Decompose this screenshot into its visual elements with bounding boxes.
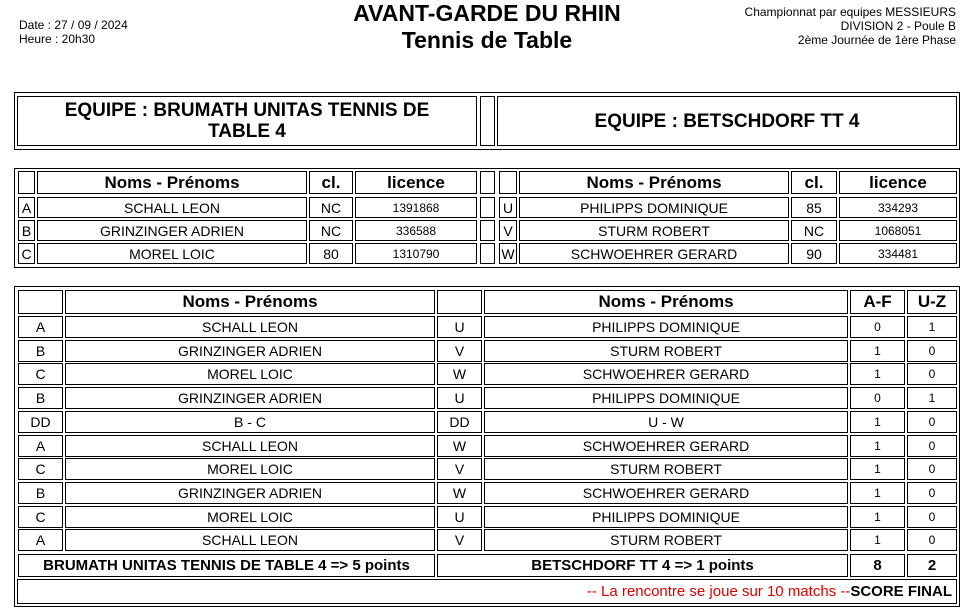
match-af-score: 1 bbox=[850, 529, 905, 551]
roster-away-player-name: SCHWOEHRER GERARD bbox=[519, 243, 789, 264]
match-away-letter: W bbox=[437, 482, 482, 504]
match-uz-score: 0 bbox=[907, 363, 957, 385]
match-away-letter: U bbox=[437, 316, 482, 338]
header-title-block bbox=[300, 0, 674, 54]
match-home-letter: C bbox=[18, 458, 63, 480]
total-away-points: BETSCHDORF TT 4 => 1 points bbox=[437, 554, 848, 577]
roster-home-player-name: SCHALL LEON bbox=[37, 197, 307, 218]
header-left bbox=[19, 18, 128, 46]
match-uz-score: 0 bbox=[907, 529, 957, 551]
roster-home-class-header: cl. bbox=[309, 171, 353, 194]
match-af-score: 1 bbox=[850, 340, 905, 362]
journee-label: 2ème Journée de 1ère Phase bbox=[797, 33, 956, 47]
match-away-player: SCHWOEHRER GERARD bbox=[484, 482, 848, 504]
roster-home-license-header: licence bbox=[355, 171, 477, 194]
total-af-score: 8 bbox=[850, 554, 905, 577]
match-af-score: 0 bbox=[850, 387, 905, 409]
total-home-points: BRUMATH UNITAS TENNIS DE TABLE 4 => 5 points bbox=[18, 554, 435, 577]
division-label: DIVISION 2 - Poule B bbox=[840, 19, 956, 33]
roster-away-letter: V bbox=[499, 220, 517, 241]
score-final-bar bbox=[17, 579, 957, 604]
match-away-player: U - W bbox=[484, 411, 848, 433]
match-away-player: PHILIPPS DOMINIQUE bbox=[484, 506, 848, 528]
match-away-letter: V bbox=[437, 340, 482, 362]
match-away-letter: DD bbox=[437, 411, 482, 433]
rencontre-note: -- La rencontre se joue sur 10 matchs -- bbox=[586, 583, 851, 600]
roster-away-license-header: licence bbox=[839, 171, 957, 194]
matches-af-header: A-F bbox=[850, 290, 905, 314]
roster-home-class: 80 bbox=[309, 243, 353, 264]
away-team-name: EQUIPE : BETSCHDORF TT 4 bbox=[497, 96, 957, 146]
match-uz-score: 0 bbox=[907, 411, 957, 433]
roster-home-class: NC bbox=[309, 197, 353, 218]
match-uz-score: 0 bbox=[907, 458, 957, 480]
matches-away-letter-header bbox=[437, 290, 482, 314]
match-home-letter: A bbox=[18, 316, 63, 338]
matches-home-letter-header bbox=[18, 290, 63, 314]
matches-away-name-header: Noms - Prénoms bbox=[484, 290, 848, 314]
match-home-letter: C bbox=[18, 363, 63, 385]
match-af-score: 0 bbox=[850, 316, 905, 338]
roster-home-license: 1391868 bbox=[355, 197, 477, 218]
match-home-player: MOREL LOIC bbox=[65, 458, 435, 480]
roster-home-letter: C bbox=[18, 243, 35, 264]
match-uz-score: 0 bbox=[907, 506, 957, 528]
roster-away-license: 1068051 bbox=[839, 220, 957, 241]
match-uz-score: 1 bbox=[907, 387, 957, 409]
roster-away-corner bbox=[499, 171, 517, 194]
match-away-letter: W bbox=[437, 435, 482, 457]
match-home-letter: A bbox=[18, 435, 63, 457]
match-af-score: 1 bbox=[850, 458, 905, 480]
roster-away-letter: U bbox=[499, 197, 517, 218]
match-date: Date : 27 / 09 / 2024 bbox=[19, 18, 128, 32]
match-home-letter: DD bbox=[18, 411, 63, 433]
roster-away-class: 90 bbox=[791, 243, 837, 264]
championship-label: Championnat par equipes MESSIEURS bbox=[744, 5, 956, 19]
match-uz-score: 1 bbox=[907, 316, 957, 338]
match-home-player: GRINZINGER ADRIEN bbox=[65, 482, 435, 504]
header-right bbox=[745, 5, 956, 47]
roster-spacer bbox=[480, 220, 495, 241]
match-away-player: SCHWOEHRER GERARD bbox=[484, 435, 848, 457]
match-away-letter: V bbox=[437, 458, 482, 480]
match-af-score: 1 bbox=[850, 363, 905, 385]
total-uz-score: 2 bbox=[907, 554, 957, 577]
roster-home-license: 1310790 bbox=[355, 243, 477, 264]
roster-home-corner bbox=[18, 171, 35, 194]
match-af-score: 1 bbox=[850, 506, 905, 528]
roster-spacer bbox=[480, 171, 495, 194]
roster-away-player-name: PHILIPPS DOMINIQUE bbox=[519, 197, 789, 218]
match-away-letter: V bbox=[437, 529, 482, 551]
match-away-player: PHILIPPS DOMINIQUE bbox=[484, 316, 848, 338]
roster-home-letter: A bbox=[18, 197, 35, 218]
match-home-letter: B bbox=[18, 482, 63, 504]
roster-spacer bbox=[480, 197, 495, 218]
match-uz-score: 0 bbox=[907, 482, 957, 504]
matches-home-name-header: Noms - Prénoms bbox=[65, 290, 435, 314]
roster-away-license: 334293 bbox=[839, 197, 957, 218]
score-final-label: SCORE FINAL bbox=[850, 583, 952, 600]
roster-away-class: NC bbox=[791, 220, 837, 241]
match-home-player: MOREL LOIC bbox=[65, 506, 435, 528]
match-time: Heure : 20h30 bbox=[19, 32, 96, 46]
roster-away-player-name: STURM ROBERT bbox=[519, 220, 789, 241]
match-home-player: SCHALL LEON bbox=[65, 529, 435, 551]
roster-away-class: 85 bbox=[791, 197, 837, 218]
matches-uz-header: U-Z bbox=[907, 290, 957, 314]
match-away-letter: U bbox=[437, 387, 482, 409]
roster-away-name-header: Noms - Prénoms bbox=[519, 171, 789, 194]
match-home-player: SCHALL LEON bbox=[65, 316, 435, 338]
match-home-player: GRINZINGER ADRIEN bbox=[65, 340, 435, 362]
match-home-player: B - C bbox=[65, 411, 435, 433]
club-title: AVANT-GARDE DU RHIN bbox=[353, 0, 621, 26]
match-away-player: SCHWOEHRER GERARD bbox=[484, 363, 848, 385]
match-af-score: 1 bbox=[850, 482, 905, 504]
match-away-player: PHILIPPS DOMINIQUE bbox=[484, 387, 848, 409]
match-away-player: STURM ROBERT bbox=[484, 458, 848, 480]
home-team-name: EQUIPE : BRUMATH UNITAS TENNIS DE TABLE 4 bbox=[17, 96, 477, 146]
match-home-player: SCHALL LEON bbox=[65, 435, 435, 457]
match-away-player: STURM ROBERT bbox=[484, 340, 848, 362]
roster-home-player-name: GRINZINGER ADRIEN bbox=[37, 220, 307, 241]
roster-home-name-header: Noms - Prénoms bbox=[37, 171, 307, 194]
roster-spacer bbox=[480, 243, 495, 264]
roster-home-license: 336588 bbox=[355, 220, 477, 241]
roster-home-player-name: MOREL LOIC bbox=[37, 243, 307, 264]
teams-spacer bbox=[480, 96, 495, 146]
match-uz-score: 0 bbox=[907, 435, 957, 457]
roster-away-class-header: cl. bbox=[791, 171, 837, 194]
roster-home-letter: B bbox=[18, 220, 35, 241]
match-away-letter: U bbox=[437, 506, 482, 528]
match-af-score: 1 bbox=[850, 411, 905, 433]
match-home-player: MOREL LOIC bbox=[65, 363, 435, 385]
match-home-letter: B bbox=[18, 387, 63, 409]
roster-away-license: 334481 bbox=[839, 243, 957, 264]
match-home-letter: B bbox=[18, 340, 63, 362]
match-away-player: STURM ROBERT bbox=[484, 529, 848, 551]
roster-away-letter: W bbox=[499, 243, 517, 264]
match-af-score: 1 bbox=[850, 435, 905, 457]
match-home-player: GRINZINGER ADRIEN bbox=[65, 387, 435, 409]
match-home-letter: C bbox=[18, 506, 63, 528]
roster-home-class: NC bbox=[309, 220, 353, 241]
sport-subtitle: Tennis de Table bbox=[401, 27, 573, 53]
match-home-letter: A bbox=[18, 529, 63, 551]
match-away-letter: W bbox=[437, 363, 482, 385]
match-uz-score: 0 bbox=[907, 340, 957, 362]
